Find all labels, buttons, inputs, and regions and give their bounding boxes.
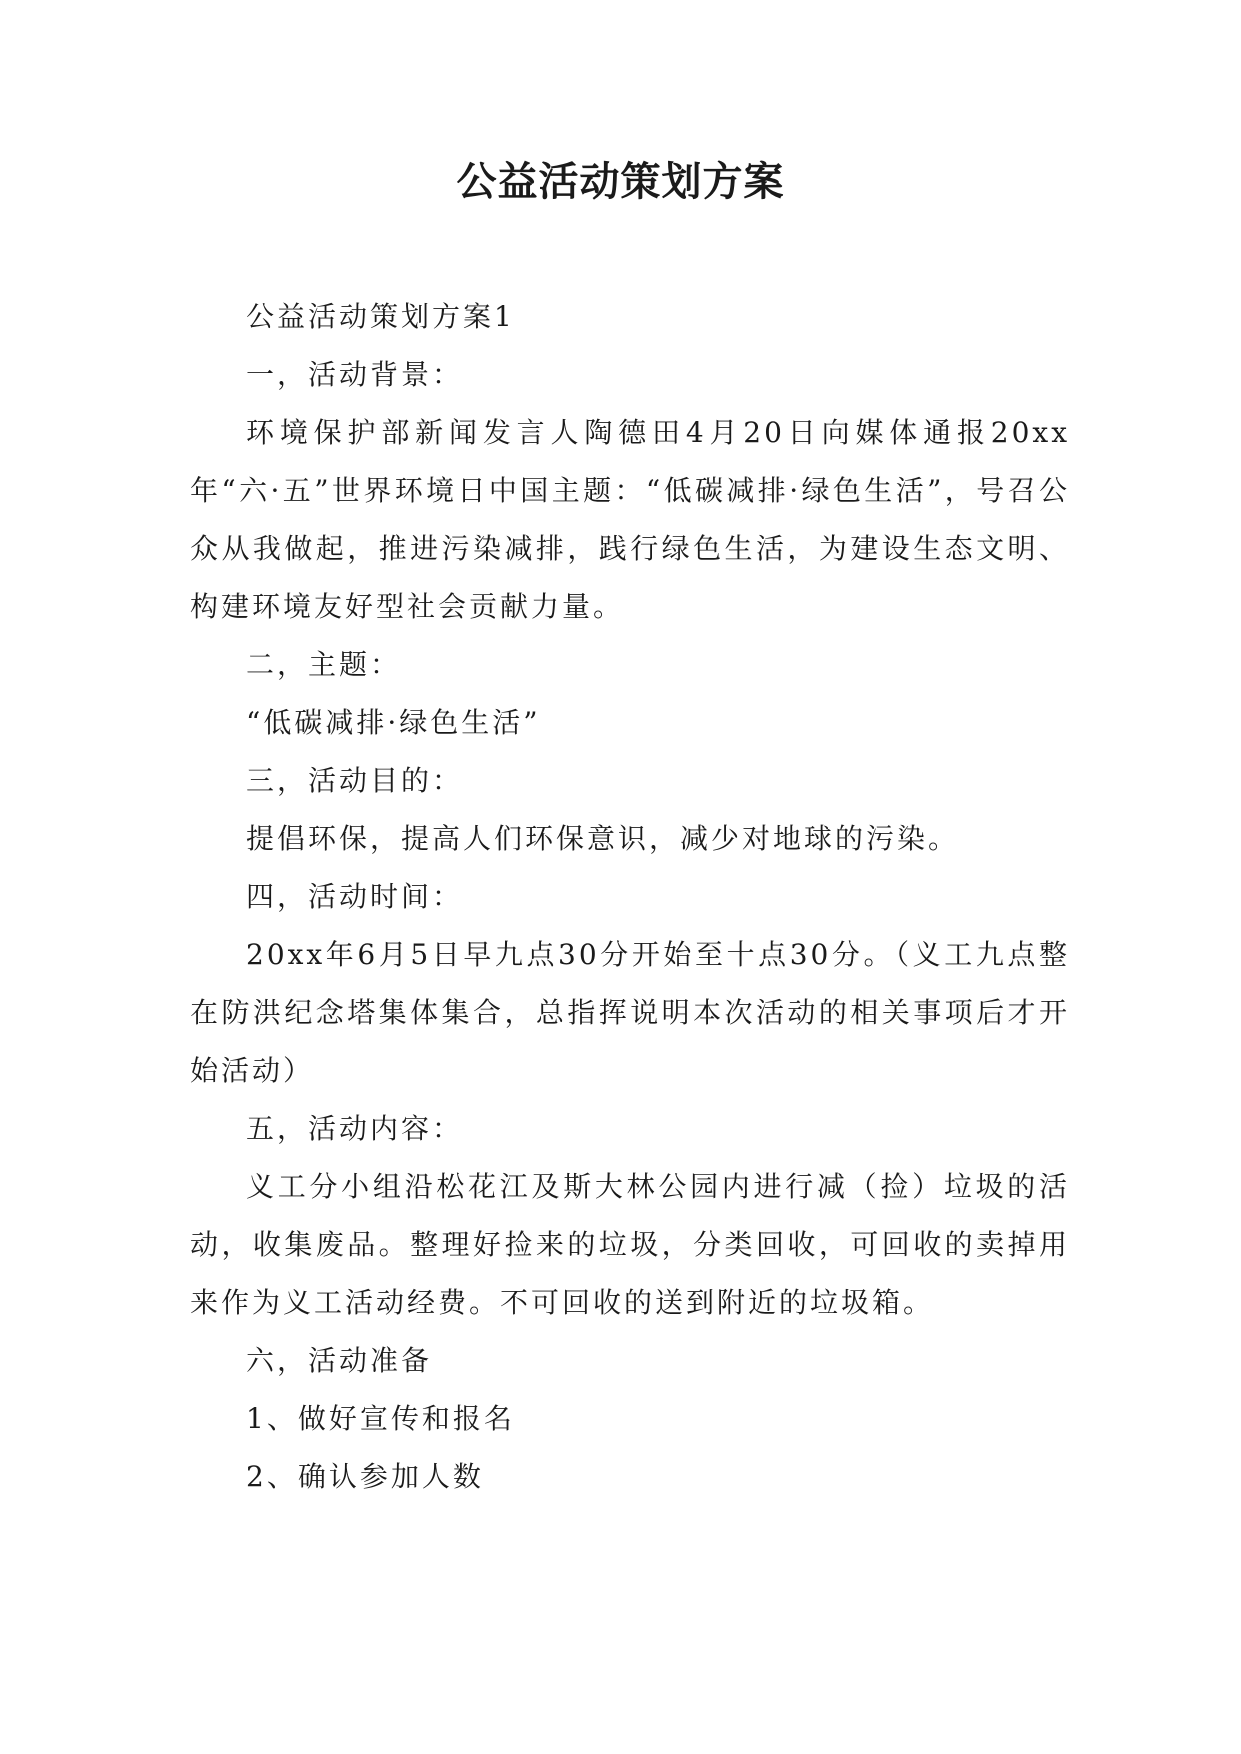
paragraph-purpose-text: 提倡环保，提高人们环保意识，减少对地球的污染。 <box>246 822 960 855</box>
paragraph-theme-text: “低碳减排·绿色生活” <box>246 706 541 739</box>
paragraph-plan-heading: 公益活动策划方案1 <box>246 300 515 333</box>
paragraph-background-heading: 一，活动背景： <box>246 358 464 391</box>
paragraph-theme-heading: 二，主题： <box>246 648 402 681</box>
paragraph-preparation-item-1: 1、做好宣传和报名 <box>246 1402 515 1435</box>
paragraph-content-text: 义工分小组沿松花江及斯大林公园内进行减（捡）垃圾的活动，收集废品。整理好捡来的垃圾，分类回收，可回收的卖掉用来作为义工活动经费。不可回收的送到附近的垃圾箱。 <box>190 1170 1070 1319</box>
paragraph-preparation-item-2: 2、确认参加人数 <box>246 1460 484 1493</box>
paragraph-preparation-heading: 六，活动准备 <box>246 1344 433 1377</box>
paragraph-content-heading: 五，活动内容： <box>246 1112 464 1145</box>
paragraph-time-text: 20xx年6月5日早九点30分开始至十点30分。（义工九点整在防洪纪念塔集体集合，总指挥说明本次活动的相关事项后才开始活动） <box>190 938 1070 1087</box>
paragraph-time-heading: 四，活动时间： <box>246 880 464 913</box>
document-title: 公益活动策划方案 <box>456 159 785 205</box>
paragraph-purpose-heading: 三，活动目的： <box>246 764 464 797</box>
document-body <box>190 288 1070 1506</box>
paragraph-background-text: 环境保护部新闻发言人陶德田4月20日向媒体通报20xx年“六·五”世界环境日中国主题：“低碳减排·绿色生活”，号召公众从我做起，推进污染减排，践行绿色生活，为建设生态文明、构建环境友好型社会贡献力量。 <box>190 416 1070 623</box>
